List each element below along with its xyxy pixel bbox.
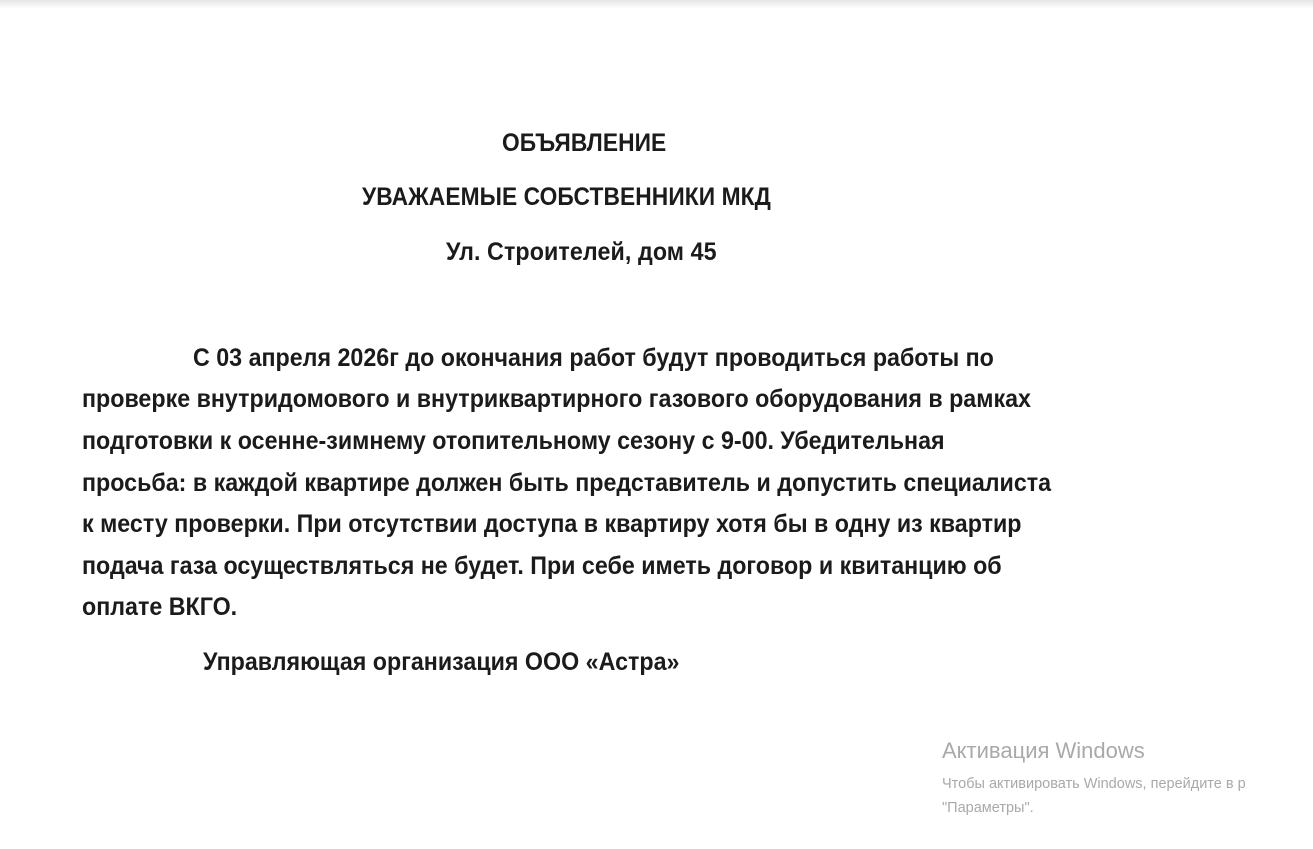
watermark-line: "Параметры". [942, 800, 1034, 816]
body-line: подготовки к осенне-зимнему отопительному сезону с 9-00. Убедительная [82, 427, 945, 455]
notice-address: Ул. Строителей, дом 45 [446, 238, 717, 266]
notice-signature: Управляющая организация ООО «Астра» [203, 648, 680, 676]
watermark-title: Активация Windows [942, 738, 1145, 763]
windows-activation-watermark [942, 738, 1313, 838]
watermark-line: Чтобы активировать Windows, перейдите в р [942, 776, 1246, 792]
body-line: подача газа осуществляться не будет. При себе иметь договор и квитанцию об [82, 552, 1002, 580]
body-line: к месту проверки. При отсутствии доступа в квартиру хотя бы в одну из квартир [82, 510, 1022, 538]
body-line: С 03 апреля 2026г до окончания работ будут проводиться работы по [193, 344, 994, 372]
body-line: оплате ВКГО. [82, 593, 238, 621]
body-line: просьба: в каждой квартире должен быть представитель и допустить специалиста [82, 469, 1052, 497]
notice-title: ОБЪЯВЛЕНИЕ [502, 129, 667, 157]
notice-addressee: УВАЖАЕМЫЕ СОБСТВЕННИКИ МКД [362, 183, 771, 211]
body-line: проверке внутридомового и внутриквартирного газового оборудования в рамках [82, 385, 1031, 413]
